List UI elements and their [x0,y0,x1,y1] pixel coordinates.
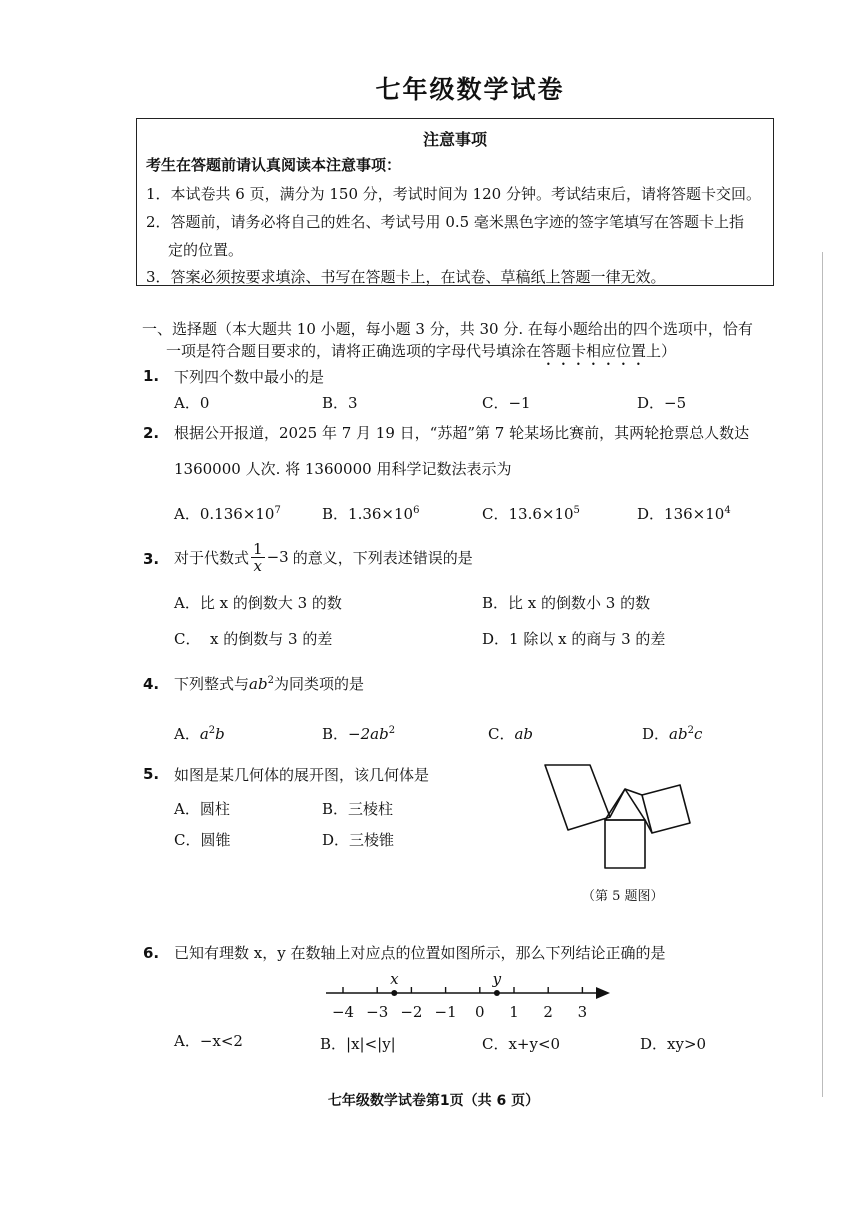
q2-option-d-exp: 4 [724,505,731,516]
q5-option-d: D．三棱锥 [322,831,395,849]
q2-option-c-base: 13.6×10 [508,505,574,523]
q2-number: 2. [143,424,160,442]
q5-number: 5. [143,765,160,783]
q3-fraction-numerator: 1 [253,539,263,558]
q4-option-b-label: B． [322,725,349,743]
section-heading-line1: 一、选择题（本大题共 10 小题，每小题 3 分，共 30 分. 在每小题给出的四个选项中，恰有 [142,320,753,338]
q6-number-line [318,966,618,1026]
section-heading-prefix: 一项是符合题目要求的，请将正确选项的字母代号填涂在 [166,342,542,360]
q3-option-a: A．比 x 的倒数大 3 的数 [174,594,342,612]
notice-item-3: 3．答案必须按要求填涂、书写在答题卡上，在试卷、草稿纸上答题一律无效。 [146,268,666,286]
q4-option-d [642,723,702,744]
q2-option-b-exp: 6 [413,505,420,516]
q3-option-d: D．1 除以 x 的商与 3 的差 [482,630,666,648]
q3-fraction-denominator: x [253,556,263,575]
q6-axis-tick-label: −3 [366,1003,389,1021]
section-heading-line2 [166,340,676,369]
q4-option-d-exp: 2 [687,725,694,736]
q6-option-a: A．−x<2 [174,1032,243,1050]
q6-axis-tick-label: 1 [509,1003,519,1021]
q6-axis-arrow [596,987,610,999]
q4-option-a-label: A． [174,725,200,743]
q2-option-c-exp: 5 [573,505,580,516]
q3-fraction-tail: −3 [266,548,289,566]
q4-stem [174,673,364,694]
section-heading-suffix: 上） [646,342,677,360]
notice-item-2: 2．答题前，请务必将自己的姓名、考试号用 0.5 毫米黑色字迹的签字笔填写在答题卡上指 [146,213,744,231]
q1-option-b: B．3 [322,394,358,412]
q4-option-d-base: ab [669,725,688,743]
q5-option-a: A．圆柱 [174,800,230,818]
q2-stem-line1: 根据公开报道，2025 年 7 月 19 日，“苏超”第 7 轮某场比赛前，其两轮抢票总人数达 [174,424,750,442]
q2-option-d-base: 136×10 [664,505,725,523]
q4-option-d-tail: c [693,725,703,743]
q4-stem-suffix: 为同类项的是 [273,675,364,693]
q3-stem [174,535,473,579]
q3-option-c: C． x 的倒数与 3 的差 [174,630,333,648]
q2-option-c [482,503,580,524]
q4-stem-expr-exp: 2 [267,675,274,686]
q6-point-x-label: x [390,970,399,988]
q6-point-x [391,990,397,996]
q5-net-figure [520,755,710,875]
scan-margin-line [822,252,823,1097]
q4-option-b-exp: 2 [388,725,396,736]
q5-net-bottom-face [605,820,645,868]
q4-option-c-label: C． [488,725,515,743]
q2-option-b-label: B． [322,505,349,523]
q2-option-c-label: C． [482,505,509,523]
q2-option-a-label: A． [174,505,200,523]
q6-option-b: B．|x|<|y| [320,1035,396,1053]
q4-option-a [174,723,225,744]
q6-axis-tick-label: −2 [400,1003,423,1021]
q2-option-a-base: 0.136×10 [199,505,275,523]
q5-stem: 如图是某几何体的展开图，该几何体是 [174,766,430,784]
q4-option-b [322,723,395,744]
notice-heading: 注意事项 [422,130,487,149]
q3-number: 3. [143,550,160,568]
q2-option-b-base: 1.36×10 [348,505,414,523]
q5-net-left-face [545,765,610,830]
notice-intro: 考生在答题前请认真阅读本注意事项： [146,156,402,174]
q5-net-right-face [642,785,690,833]
q2-option-a-exp: 7 [274,505,281,516]
q6-axis-tick-label: −4 [331,1003,355,1021]
q6-option-d: D．xy>0 [640,1035,707,1053]
q3-stem-prefix: 对于代数式 [174,548,250,567]
q6-point-y-label: y [492,970,502,988]
q2-option-a [174,503,281,524]
section-heading-emphasis: 答题卡相应位置 [541,342,647,360]
q4-option-b-base: −2ab [348,725,389,743]
q5-net-edge-1 [610,789,625,817]
q4-option-c [488,723,533,744]
q2-option-b [322,503,419,524]
page-footer: 七年级数学试卷第1页（共 6 页） [327,1093,540,1109]
q4-stem-expr: ab [249,675,268,693]
q4-option-a-exp: 2 [208,725,216,736]
q1-stem: 下列四个数中最小的是 [174,368,325,386]
page-title: 七年级数学试卷 [375,75,565,104]
q1-option-a: A．0 [174,394,210,412]
q5-option-c: C．圆锥 [174,831,231,849]
q6-axis-tick-label: −1 [434,1003,457,1021]
q2-option-d [637,503,731,524]
q5-figure-caption: （第 5 题图） [582,889,664,904]
q6-axis-tick-label: 0 [475,1003,485,1021]
q4-option-c-expr: ab [514,725,534,743]
q4-option-a-tail: b [215,725,225,743]
q6-option-c: C．x+y<0 [482,1035,561,1053]
q6-point-y [494,990,500,996]
q3-option-b: B．比 x 的倒数小 3 的数 [482,594,651,612]
q1-number: 1. [143,367,160,385]
q2-option-d-label: D． [637,505,665,523]
q1-option-d: D．−5 [637,394,687,412]
notice-item-1: 1．本试卷共 6 页，满分为 150 分，考试时间为 120 分钟。考试结束后，请将答题卡交回。 [146,185,761,203]
q4-option-a-base: a [199,725,209,743]
q1-option-c: C．−1 [482,394,531,412]
q3-fraction [251,541,265,574]
q4-stem-prefix: 下列整式与 [174,675,250,693]
q6-axis-tick-label: 3 [577,1003,588,1021]
q5-option-b: B．三棱柱 [322,800,394,818]
q6-stem: 已知有理数 x，y 在数轴上对应点的位置如图所示，那么下列结论正确的是 [174,944,666,962]
q6-number: 6. [143,944,160,962]
q4-number: 4. [143,675,160,693]
notice-item-2-cont: 定的位置。 [168,241,244,259]
q6-axis-tick-label: 2 [543,1003,553,1021]
q4-option-d-label: D． [642,725,670,743]
q2-stem-line2: 1360000 人次. 将 1360000 用科学记数法表示为 [174,460,512,478]
q3-stem-suffix: 的意义，下列表述错误的是 [292,548,473,567]
